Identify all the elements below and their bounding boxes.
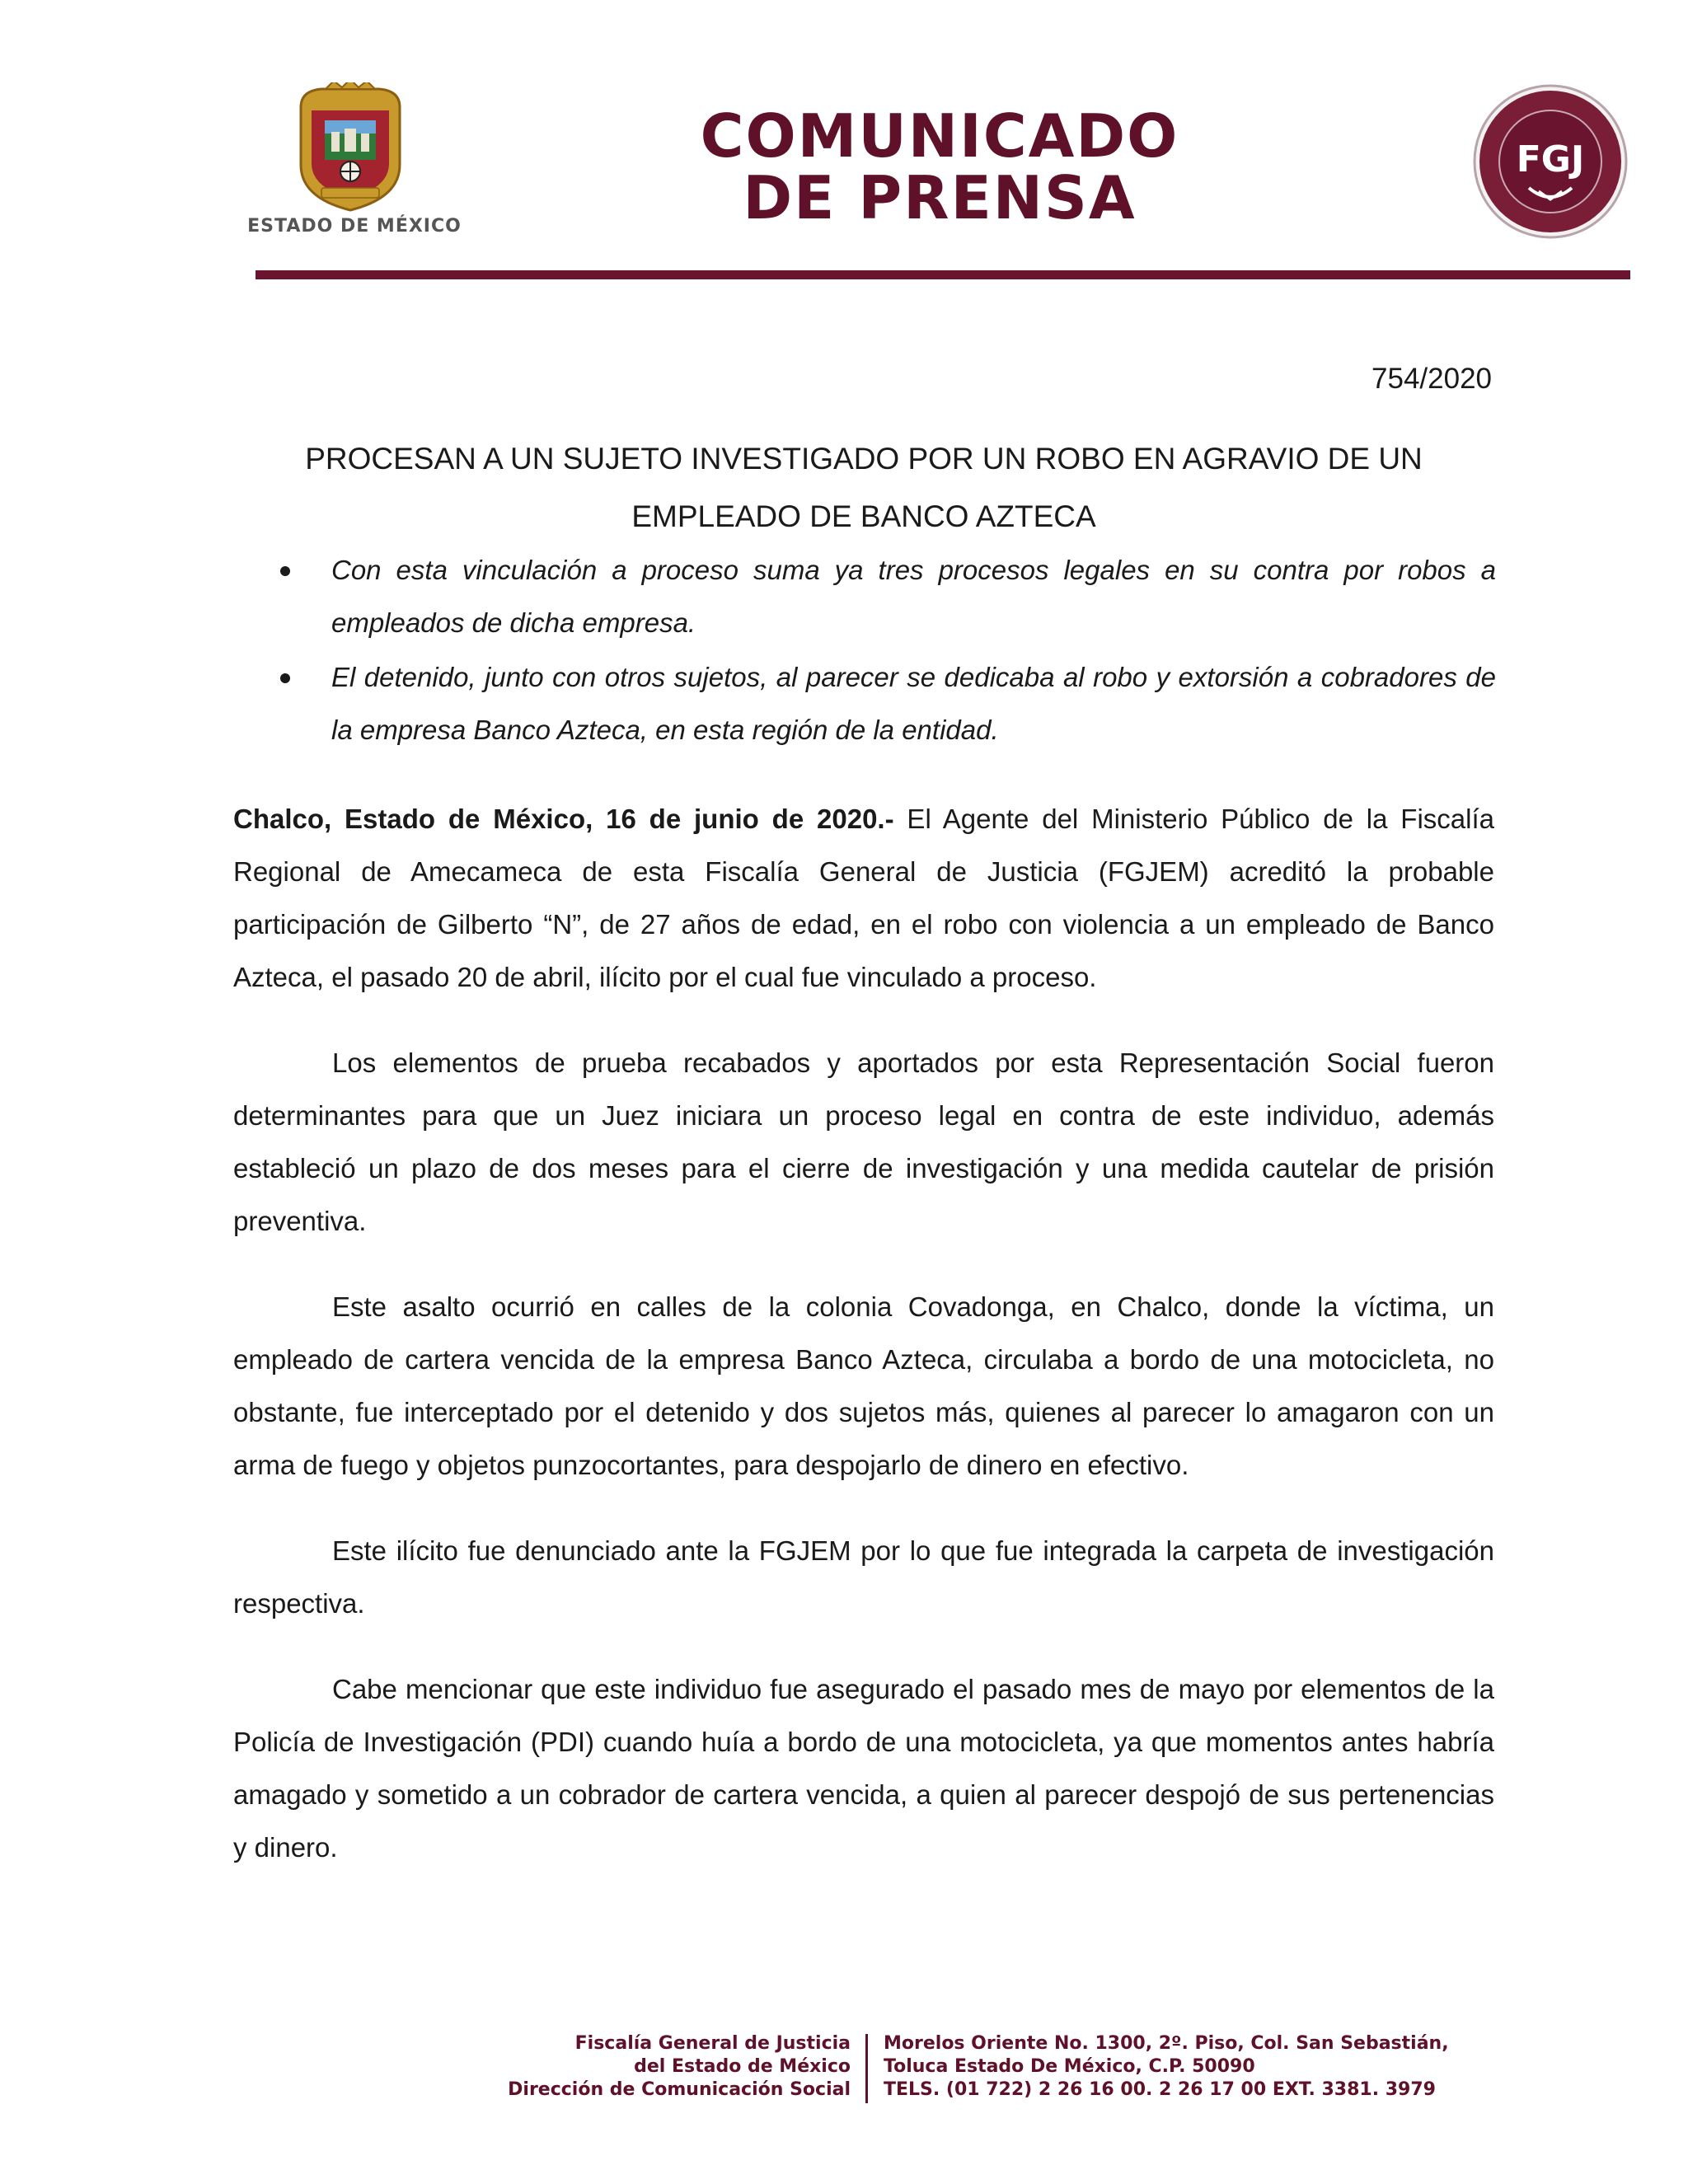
paragraph-3: Este asalto ocurrió en calles de la colonia Covadonga, en Chalco, donde la víctima, un empleado de cartera vencida de la empresa Banco Azteca, circulaba a bordo de una motocicleta, no obstante, fue interceptado por el detenido y dos sujetos más, quienes al parecer lo amagaron con un arma de fuego y objetos punzocortantes, para despojarlo de dinero en efectivo. [233, 1291, 1494, 1480]
title-line-1: COMUNICADO [700, 101, 1179, 171]
footer-address-line: Morelos Oriente No. 1300, 2º. Piso, Col. San Sebastián, [884, 2033, 1449, 2054]
bullet-text: El detenido, junto con otros sujetos, al parecer se dedicaba al robo y extorsión a cobradores de la empresa Banco Azteca, en esta región de la entidad. [331, 662, 1496, 745]
paragraph-5: Cabe mencionar que este individuo fue asegurado el pasado mes de mayo por elementos de la Policía de Investigación (PDI) cuando huía a bordo de una motocicleta, ya que momentos antes habría amagado y sometido a un cobrador de cartera vencida, a quien al parecer despojó de sus pertenencias y dinero. [233, 1674, 1494, 1863]
paragraph-1 [233, 793, 1494, 1004]
dateline: Chalco, Estado de México, 16 de junio de 2020.- [233, 804, 894, 834]
footer-phone-line: TELS. (01 722) 2 26 16 00. 2 26 17 00 EXT. 3381. 3979 [884, 2079, 1436, 2100]
article-body [233, 793, 1494, 1907]
estado-de-mexico-logo [247, 82, 462, 247]
state-label: ESTADO DE MÉXICO [247, 216, 462, 237]
coat-of-arms-icon [288, 82, 412, 214]
headline: PROCESAN A UN SUJETO INVESTIGADO POR UN ROBO EN AGRAVIO DE UN EMPLEADO DE BANCO AZTECA [305, 442, 1423, 533]
summary-bullet [280, 651, 1496, 757]
bullet-text: Con esta vinculación a proceso suma ya tres procesos legales en su contra por robos a empleados de dicha empresa. [331, 555, 1496, 638]
page-title [659, 101, 1220, 232]
paragraph-1-text: El Agente del Ministerio Público de la Fiscalía Regional de Amecameca de esta Fiscalía General de Justicia (FGJEM) acreditó la probable participación de Gilberto “N”, de 27 años de edad, en el robo con violencia a un empleado de Banco Azteca, el pasado 20 de abril, ilícito por el cual fue vinculado a proceso. [233, 804, 1494, 992]
fgj-seal-text: FGJ [1516, 138, 1585, 180]
footer-divider [865, 2034, 868, 2103]
bullet-dot-icon [280, 673, 290, 683]
page-header [0, 0, 1688, 284]
fgj-seal-logo [1471, 82, 1629, 241]
footer-institution-line: Dirección de Comunicación Social [508, 2079, 851, 2100]
summary-bullet [280, 544, 1496, 649]
footer-institution-line: Fiscalía General de Justicia [574, 2033, 851, 2054]
footer-address-line: Toluca Estado De México, C.P. 50090 [884, 2056, 1255, 2077]
page-footer [495, 2032, 1525, 2107]
title-line-2: DE PRENSA [743, 162, 1137, 232]
footer-institution [495, 2032, 851, 2102]
footer-contact [884, 2032, 1525, 2102]
summary-bullets [280, 544, 1496, 758]
bullet-dot-icon [280, 566, 290, 576]
paragraph-4: Este ilícito fue denunciado ante la FGJEM por lo que fue integrada la carpeta de investigación respectiva. [233, 1535, 1494, 1619]
paragraph-2: Los elementos de prueba recabados y aportados por esta Representación Social fueron determinantes para que un Juez iniciara un proceso legal en contra de este individuo, además estableció un plazo de dos meses para el cierre de investigación y una medida cautelar de prisión preventiva. [233, 1047, 1494, 1236]
header-divider [256, 270, 1630, 279]
footer-institution-line: del Estado de México [634, 2056, 851, 2077]
document-number: 754/2020 [1372, 363, 1492, 395]
